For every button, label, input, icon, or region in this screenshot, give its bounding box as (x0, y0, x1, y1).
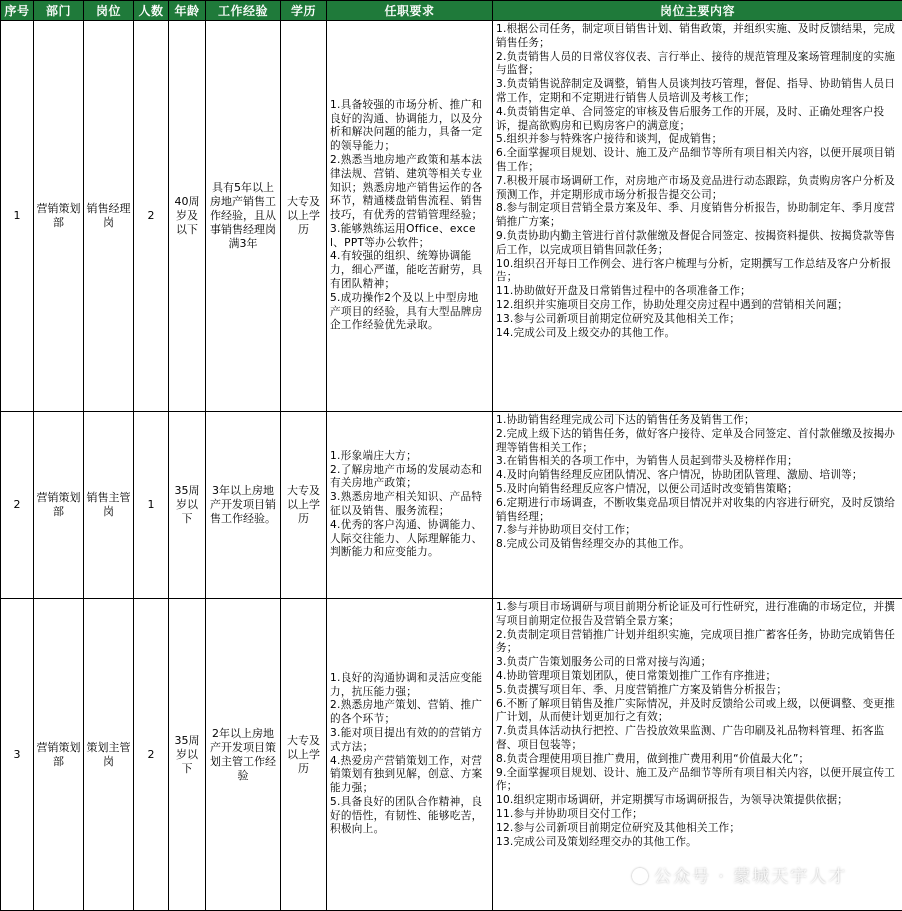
list-item: 1.参与项目市场调研与项目前期分析论证及可行性研究，进行准确的市场定位，并撰写项目前期定位报告及营销全景方案； (496, 601, 899, 629)
header-position: 岗位 (84, 1, 134, 21)
list-item: 13.参与公司新项目前期定位研究及其他相关工作； (496, 313, 899, 327)
cell-no: 2 (1, 412, 34, 599)
list-item: 6.不断了解项目销售及推广实际情况，并及时反馈给公司或上级，以便调整、变更推广计划，从而使计划更加行之有效； (496, 698, 899, 726)
list-item: 2.熟悉房地产策划、营销、推广的各个环节； (330, 699, 489, 727)
list-item: 9.负责协助内勤主管进行首付款催缴及督促合同签定、按揭资料提供、按揭贷款等售后工作，以完成项目销售回款任务； (496, 230, 899, 258)
cell-requirements (327, 599, 493, 911)
cell-count: 2 (134, 21, 169, 412)
cell-experience: 具有5年以上房地产销售工作经验，且从事销售经理岗满3年 (206, 21, 281, 412)
list-item: 8.负责合理使用项目推广费用，做到推广费用利用“价值最大化”； (496, 753, 899, 767)
cell-dept: 营销策划部 (34, 412, 84, 599)
header-row (1, 1, 902, 21)
list-item: 3.负责广告策划服务公司的日常对接与沟通； (496, 656, 899, 670)
list-item: 1.根据公司任务，制定项目销售计划、销售政策，并组织实施、及时反馈结果，完成销售任务； (496, 23, 899, 51)
cell-dept: 营销策划部 (34, 21, 84, 412)
list-item: 8.参与制定项目营销全景方案及年、季、月度销售分析报告，协助制定年、季月度营销推广方案； (496, 202, 899, 230)
cell-experience: 3年以上房地产开发项目销售工作经验。 (206, 412, 281, 599)
table-row (1, 599, 902, 911)
header-requirements: 任职要求 (327, 1, 493, 21)
cell-age: 35周岁以下 (169, 599, 206, 911)
header-education: 学历 (281, 1, 327, 21)
cell-count: 1 (134, 412, 169, 599)
list-item: 4.有较强的组织、统筹协调能力，细心严谨，能吃苦耐劳，具有团队精神； (330, 250, 489, 291)
list-item: 2.负责销售人员的日常仪容仪表、言行举止、接待的规范管理及案场管理制度的实施与监督； (496, 51, 899, 79)
list-item: 4.负责销售定单、合同签定的审核及售后服务工作的开展，及时、正确处理客户投诉，提高欲购房和已购房客户的满意度； (496, 106, 899, 134)
list-item: 2.完成上级下达的销售任务，做好客户接待、定单及合同签定、首付款催缴及按揭办理等销售相关工作； (496, 428, 899, 456)
list-item: 1.形象端庄大方； (330, 450, 489, 464)
cell-no: 3 (1, 599, 34, 911)
list-item: 1.良好的沟通协调和灵活应变能力，抗压能力强； (330, 672, 489, 700)
list-item: 2.了解房地产市场的发展动态和有关房地产政策； (330, 464, 489, 492)
header-experience: 工作经验 (206, 1, 281, 21)
list-item: 4.优秀的客户沟通、协调能力、人际交往能力、人际理解能力、判断能力和应变能力。 (330, 519, 489, 560)
list-item: 8.完成公司及销售经理交办的其他工作。 (496, 538, 899, 552)
list-item: 3.能够熟练运用Office、excel、PPT等办公软件； (330, 223, 489, 251)
cell-education: 大专及以上学历 (281, 599, 327, 911)
header-count: 人数 (134, 1, 169, 21)
cell-count: 2 (134, 599, 169, 911)
list-item: 3.能对项目提出有效的的营销方式方法； (330, 727, 489, 755)
list-item: 4.协助管理项目策划团队，使日常策划推广工作有序推进； (496, 670, 899, 684)
list-item: 5.及时向销售经理反应客户情况，以便公司适时改变销售策略； (496, 483, 899, 497)
cell-duties (493, 412, 902, 599)
list-item: 5.具备良好的团队合作精神，良好的悟性，有韧性、能够吃苦，积极向上。 (330, 796, 489, 837)
cell-no: 1 (1, 21, 34, 412)
cell-education: 大专及以上学历 (281, 412, 327, 599)
header-no: 序号 (1, 1, 34, 21)
cell-experience: 2年以上房地产开发项目策划主管工作经验 (206, 599, 281, 911)
list-item: 5.负责撰写项目年、季、月度营销推广方案及销售分析报告； (496, 684, 899, 698)
cell-position: 策划主管岗 (84, 599, 134, 911)
cell-position: 销售经理岗 (84, 21, 134, 412)
table-row (1, 21, 902, 412)
list-item: 1.协助销售经理完成公司下达的销售任务及销售工作； (496, 414, 899, 428)
header-age: 年龄 (169, 1, 206, 21)
list-item: 6.定期进行市场调查，不断收集竞品项目情况并对收集的内容进行研究，及时反馈给销售经理； (496, 497, 899, 525)
list-item: 7.负责具体活动执行把控、广告投放效果监测、广告印刷及礼品物料管理、拓客监督、项目包装等； (496, 725, 899, 753)
list-item: 4.热爱房产营销策划工作，对营销策划有独到见解，创意、方案能力强； (330, 755, 489, 796)
cell-requirements (327, 21, 493, 412)
header-duties: 岗位主要内容 (493, 1, 902, 21)
table-row (1, 412, 902, 599)
list-item: 7.积极开展市场调研工作，对房地产市场及竞品进行动态跟踪，负责购房客户分析及预测工作，并定期形成市场分析报告提交公司； (496, 175, 899, 203)
list-item: 2.熟悉当地房地产政策和基本法律法规、营销、建筑等相关专业知识；熟悉房地产销售运作的各环节，精通楼盘销售流程、销售技巧，有优秀的营销管理经验； (330, 154, 489, 223)
list-item: 12.组织并实施项目交房工作，协助处理交房过程中遇到的营销相关问题； (496, 299, 899, 313)
list-item: 2.负责制定项目营销推广计划并组织实施，完成项目推广蓄客任务，协助完成销售任务； (496, 629, 899, 657)
cell-duties (493, 21, 902, 412)
list-item: 3.负责销售说辞制定及调整，销售人员谈判技巧管理，督促、指导、协助销售人员日常工作，定期和不定期进行销售人员培训及考核工作； (496, 78, 899, 106)
cell-position: 销售主管岗 (84, 412, 134, 599)
list-item: 5.组织并参与特殊客户接待和谈判，促成销售； (496, 133, 899, 147)
cell-requirements (327, 412, 493, 599)
cell-age: 35周岁以下 (169, 412, 206, 599)
list-item: 9.全面掌握项目规划、设计、施工及产品细节等所有项目相关内容，以便开展宣传工作； (496, 767, 899, 795)
header-dept: 部门 (34, 1, 84, 21)
list-item: 1.具备较强的市场分析、推广和良好的沟通、协调能力，以及分析和解决问题的能力，具备一定的领导能力； (330, 99, 489, 154)
list-item: 13.完成公司及策划经理交办的其他工作。 (496, 836, 899, 850)
list-item: 3.在销售相关的各项工作中，为销售人员起到带头及榜样作用； (496, 455, 899, 469)
cell-age: 40周岁及以下 (169, 21, 206, 412)
cell-duties (493, 599, 902, 911)
list-item: 14.完成公司及上级交办的其他工作。 (496, 327, 899, 341)
list-item: 6.全面掌握项目规划、设计、施工及产品细节等所有项目相关内容，以便开展项目销售工作； (496, 147, 899, 175)
list-item: 7.参与并协助项目交付工作； (496, 524, 899, 538)
list-item: 10.组织召开每日工作例会、进行客户梳理与分析，定期撰写工作总结及客户分析报告； (496, 258, 899, 286)
list-item: 4.及时向销售经理反应团队情况、客户情况，协助团队管理、激励、培训等； (496, 469, 899, 483)
list-item: 3.熟悉房地产相关知识、产品特征以及销售、服务流程； (330, 491, 489, 519)
list-item: 10.组织定期市场调研，并定期撰写市场调研报告，为领导决策提供依据； (496, 794, 899, 808)
cell-dept: 营销策划部 (34, 599, 84, 911)
list-item: 5.成功操作2个及以上中型房地产项目的经验，具有大型品牌房企工作经验优先录取。 (330, 292, 489, 333)
list-item: 11.参与并协助项目交付工作； (496, 808, 899, 822)
list-item: 11.协助做好开盘及日常销售过程中的各项准备工作； (496, 285, 899, 299)
cell-education: 大专及以上学历 (281, 21, 327, 412)
watermark-text: 公众号 · 蒙城天宇人才 (654, 867, 847, 887)
list-item: 12.参与公司新项目前期定位研究及其他相关工作； (496, 822, 899, 836)
